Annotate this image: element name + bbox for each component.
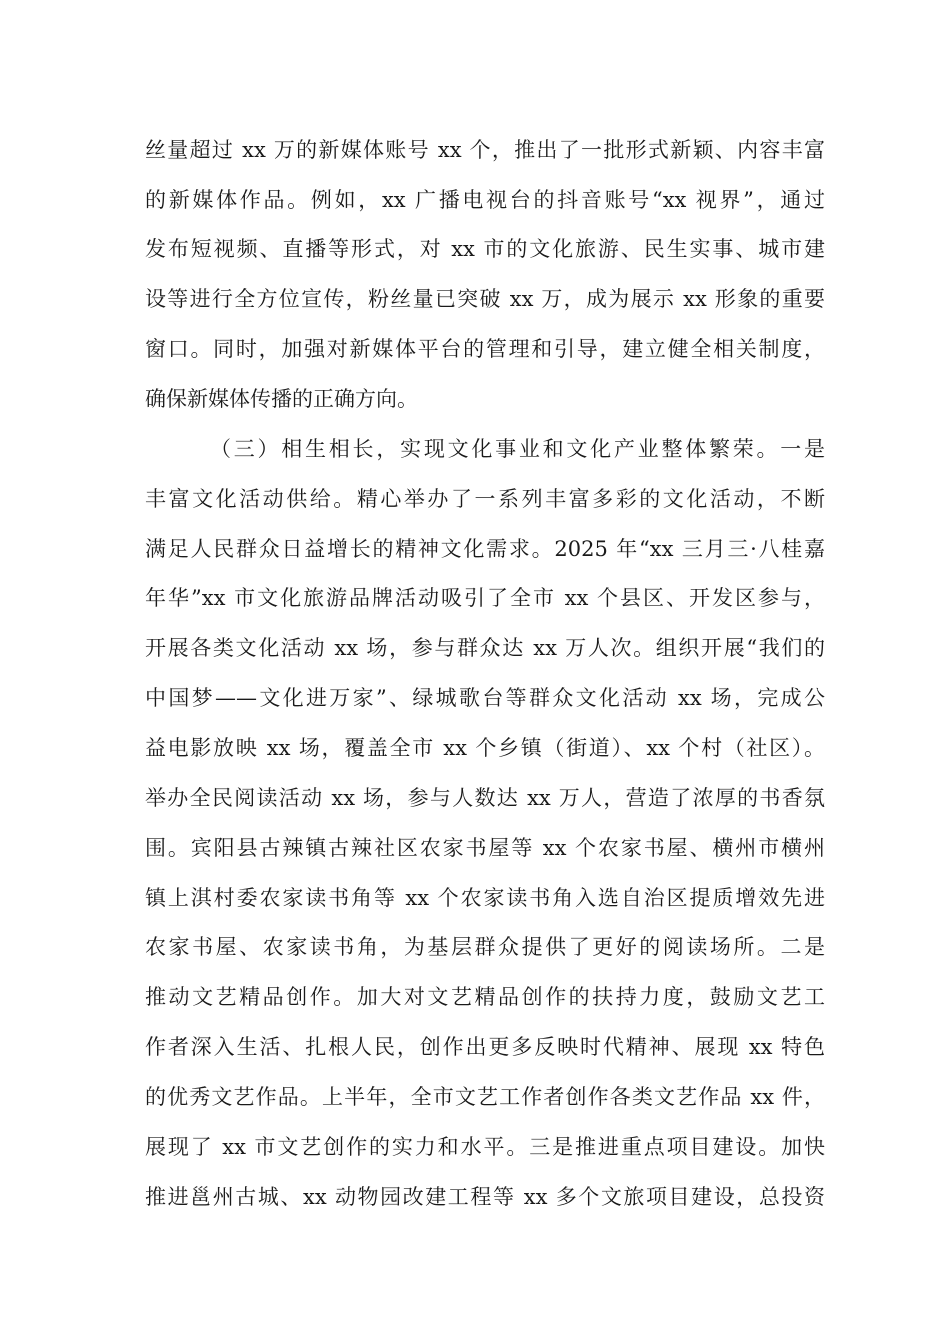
paragraph-end-line: 确保新媒体传播的正确方向。 <box>145 387 418 411</box>
text-line: 设等进行全方位宣传，粉丝量已突破 xx 万，成为展示 xx 形象的重要 <box>145 287 825 311</box>
text-line: 窗口。同时，加强对新媒体平台的管理和引导，建立健全相关制度， <box>145 337 825 361</box>
text-line: 推进邕州古城、xx 动物园改建工程等 xx 多个文旅项目建设，总投资 <box>145 1185 825 1209</box>
text-line: 农家书屋、农家读书角，为基层群众提供了更好的阅读场所。二是 <box>145 935 825 959</box>
text-line: 益电影放映 xx 场，覆盖全市 xx 个乡镇（街道）、xx 个村（社区）。 <box>145 736 825 760</box>
section-heading-line: （三）相生相长，实现文化事业和文化产业整体繁荣。一是 <box>210 437 825 461</box>
text-line: 作者深入生活、扎根人民，创作出更多反映时代精神、展现 xx 特色 <box>145 1035 825 1059</box>
text-line: 发布短视频、直播等形式，对 xx 市的文化旅游、民生实事、城市建 <box>145 237 825 261</box>
text-line: 年华”xx 市文化旅游品牌活动吸引了全市 xx 个县区、开发区参与， <box>145 586 825 610</box>
text-line: 的新媒体作品。例如，xx 广播电视台的抖音账号“xx 视界”，通过 <box>145 188 825 212</box>
text-line: 丝量超过 xx 万的新媒体账号 xx 个，推出了一批形式新颖、内容丰富 <box>145 138 825 162</box>
text-line: 镇上淇村委农家读书角等 xx 个农家读书角入选自治区提质增效先进 <box>145 886 825 910</box>
text-line: 围。宾阳县古辣镇古辣社区农家书屋等 xx 个农家书屋、横州市横州 <box>145 836 825 860</box>
text-line: 的优秀文艺作品。上半年，全市文艺工作者创作各类文艺作品 xx 件， <box>145 1085 825 1109</box>
text-line: 开展各类文化活动 xx 场，参与群众达 xx 万人次。组织开展“我们的 <box>145 636 825 660</box>
text-line: 推动文艺精品创作。加大对文艺精品创作的扶持力度，鼓励文艺工 <box>145 985 825 1009</box>
text-line: 展现了 xx 市文艺创作的实力和水平。三是推进重点项目建设。加快 <box>145 1135 825 1159</box>
text-line: 中国梦——文化进万家”、绿城歌台等群众文化活动 xx 场，完成公 <box>145 686 825 710</box>
text-line: 举办全民阅读活动 xx 场，参与人数达 xx 万人，营造了浓厚的书香氛 <box>145 786 825 810</box>
text-line: 满足人民群众日益增长的精神文化需求。2025 年“xx 三月三·八桂嘉 <box>145 537 825 561</box>
text-line: 丰富文化活动供给。精心举办了一系列丰富多彩的文化活动，不断 <box>145 487 825 511</box>
